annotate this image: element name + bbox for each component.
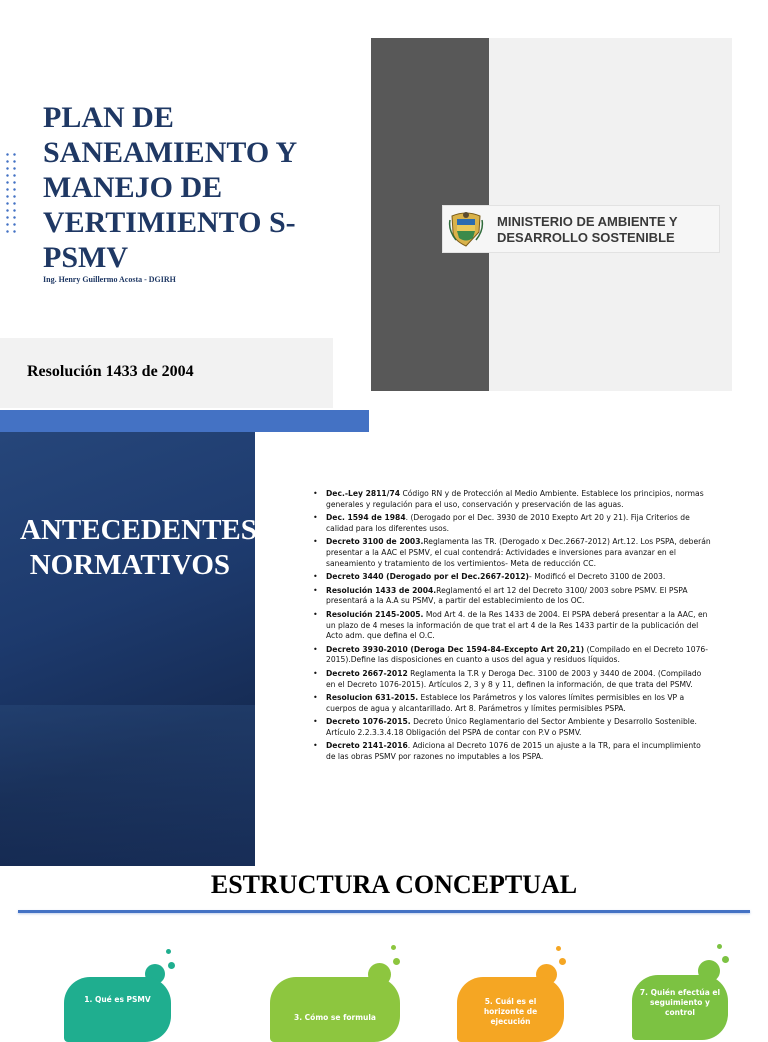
item-heading: Decreto 2667-2012: [326, 668, 408, 678]
step-5-label: 5. Cuál es el horizonte de ejecución: [483, 996, 538, 1026]
item-heading: Decreto 3440 (Derogado por el Dec.2667-2012): [326, 572, 530, 582]
item-text: Código RN y de Protección al Medio Ambiente. Establece los principios, normas generales y regulación para el uso, conservación y preservación de las aguas.: [326, 489, 704, 509]
ministry-name: [497, 214, 719, 246]
item-text: Reglamentó el art 12 del Decreto 3100/ 2003 sobre PSMV. El PSPA presentará a la A.A su PSMV, a partir del establecimiento de los OC.: [326, 585, 688, 606]
presentation-title: PLAN DE SANEAMIENTO Y MANEJO DE VERTIMIENTO S-PSMV: [43, 101, 297, 274]
item-text: Decreto Único Reglamentario del Sector Ambiente y Desarrollo Sostenible. Artículo 2.2.3.3.4.18 Obligación del PSPA de contar con P.V o PSMV.: [326, 717, 697, 737]
accent-band: [0, 410, 369, 432]
author-line: Ing. Henry Guillermo Acosta - DGIRH: [43, 275, 176, 284]
section-title: ANTECEDENTES NORMATIVOS: [20, 514, 257, 581]
coat-of-arms-icon: [448, 210, 484, 248]
decorative-dot: [722, 956, 729, 963]
list-item: [312, 513, 712, 534]
item-heading: Resolución 2145-2005.: [326, 609, 424, 619]
item-heading: Decreto 2141-2016: [326, 741, 408, 751]
decorative-dot: [391, 945, 396, 950]
decorative-dot: [168, 962, 175, 969]
decorative-dot: [166, 949, 171, 954]
item-text: . Adiciona al Decreto 1076 de 2015 un ajuste a la TR, para el incumplimiento de las obras PSMV por razones no imputables a los PSPA.: [326, 741, 701, 762]
list-item: [312, 610, 712, 642]
item-heading: Dec. 1594 de 1984: [326, 513, 406, 523]
step-3-card: [270, 977, 400, 1042]
step-7-label: 7. Quién efectúa el seguimiento y control: [639, 987, 721, 1017]
title-underline: [18, 910, 750, 913]
ministry-line-1: MINISTERIO DE AMBIENTE Y: [497, 214, 678, 229]
step-3-label: 3. Cómo se formula: [294, 1012, 376, 1022]
item-text: Reglamenta las TR. (Derogado x Dec.2667-2012) Art.12. Los PSPA, deberán presentar a la AAC el PSMV, el cual contendrá: Actividades e inversiones para avanzar en el saneamiento y tratamiento de los vertimientos- Meta de reducción CC.: [326, 537, 711, 568]
list-item: [312, 489, 712, 510]
item-heading: Resolucion 631-2015.: [326, 693, 419, 703]
item-text: Reglamenta la T.R y Deroga Dec. 3100 de 2003 y 3440 de 2004. (Compilado en el Decreto 1076-2015). Artículos 2, 3 y 8 y 11, definen la información, de que trata del PSMV.: [326, 668, 702, 689]
step-5-card: [457, 977, 564, 1042]
decorative-dot-grid: [4, 151, 20, 237]
list-item: [312, 669, 712, 690]
item-text: . (Derogado por el Dec. 3930 de 2010 Exepto Art 20 y 21). Fija Criterios de calidad para los diferentes usos.: [326, 513, 690, 533]
regulations-list: [312, 489, 712, 766]
structure-title: ESTRUCTURA CONCEPTUAL: [210, 870, 578, 899]
list-item: [312, 693, 712, 714]
list-item: [312, 537, 712, 569]
navy-panel-shade: [0, 705, 255, 866]
decorative-dot: [556, 946, 561, 951]
item-heading: Decreto 3930-2010 (Deroga Dec 1594-84-Excepto Art 20,21): [326, 644, 585, 654]
list-item: [312, 572, 712, 583]
item-heading: Resolución 1433 de 2004.: [326, 585, 437, 595]
item-heading: Decreto 1076-2015.: [326, 717, 411, 727]
decorative-dot: [717, 944, 722, 949]
item-text: (Compilado en el Decreto 1076-2015).Define las disposiciones en cuanto a usos del agua y residuos líquidos.: [326, 644, 708, 665]
decorative-dot: [559, 958, 566, 965]
list-item: [312, 586, 712, 607]
resolution-label: Resolución 1433 de 2004: [27, 363, 194, 380]
decorative-dot: [393, 958, 400, 965]
item-heading: Decreto 3100 de 2003.: [326, 537, 424, 547]
ministry-line-2: DESARROLLO SOSTENIBLE: [497, 230, 675, 245]
list-item: [312, 717, 712, 738]
item-text: Mod Art 4. de la Res 1433 de 2004. El PSPA deberá presentar a la AAC, en un plazo de 4 meses la información de que trat el art 4 de la Res 1433 partir de la publicación del Acto adm. que defina el O.C.: [326, 609, 708, 641]
item-heading: Dec.-Ley 2811/74: [326, 489, 401, 498]
item-text: Establece los Parámetros y los valores límites permisibles en los VP a cuerpos de agua y alcantarillado. Art 8. Parámetros y límites permisibles PSPA.: [326, 693, 685, 713]
step-1-label: 1. Qué es PSMV: [84, 994, 151, 1004]
item-text: - Modificó el Decreto 3100 de 2003.: [529, 572, 666, 582]
list-item: [312, 645, 712, 666]
list-item: [312, 741, 712, 762]
step-1-card: [64, 977, 171, 1042]
step-7-card: [632, 975, 728, 1040]
